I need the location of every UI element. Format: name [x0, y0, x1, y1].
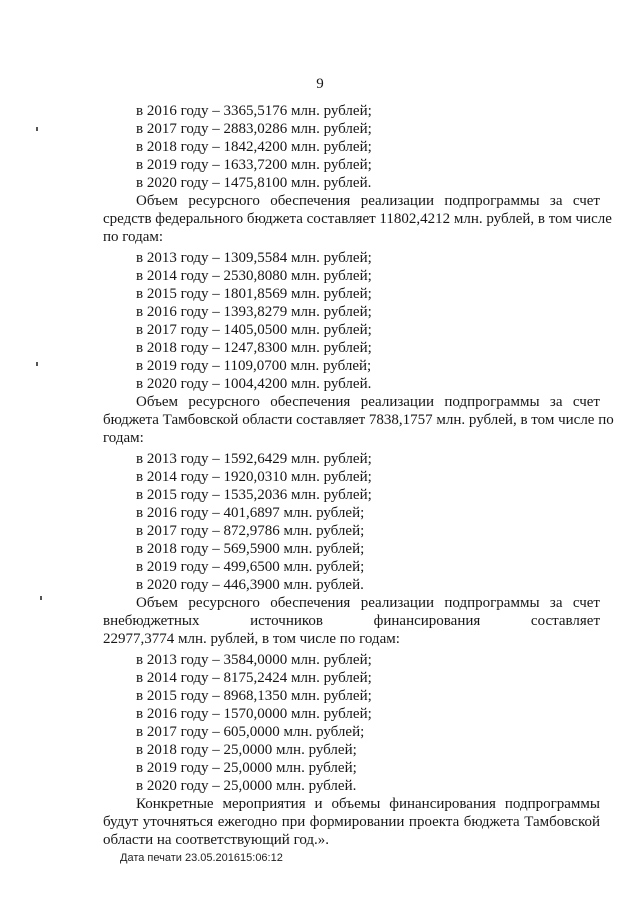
list-item: в 2017 году – 2883,0286 млн. рублей;	[136, 121, 372, 137]
list-item: в 2015 году – 1535,2036 млн. рублей;	[136, 487, 372, 503]
list-item: в 2020 году – 25,0000 млн. рублей.	[136, 778, 357, 794]
scan-speck	[36, 362, 38, 366]
list-item: в 2016 году – 401,6897 млн. рублей;	[136, 505, 365, 521]
scan-speck	[36, 127, 38, 131]
federal-intro-line: по годам:	[103, 229, 164, 245]
page-number: 9	[316, 76, 324, 92]
regional-intro-line: Объем ресурсного обеспечения реализации подпрограммы за счет	[136, 394, 600, 410]
list-item: в 2013 году – 1309,5584 млн. рублей;	[136, 250, 372, 266]
offbudget-intro-line: 22977,3774 млн. рублей, в том числе по годам:	[103, 631, 400, 647]
closing-line: области на соответствующий год.».	[103, 832, 330, 848]
list-item: в 2020 году – 446,3900 млн. рублей.	[136, 577, 364, 593]
list-item: в 2020 году – 1004,4200 млн. рублей.	[136, 376, 372, 392]
list-item: в 2014 году – 1920,0310 млн. рублей;	[136, 469, 372, 485]
closing-line: Конкретные мероприятия и объемы финансирования подпрограммы	[136, 796, 600, 812]
regional-intro-line: бюджета Тамбовской области составляет 7838,1757 млн. рублей, в том числе по	[103, 412, 614, 428]
list-item: в 2018 году – 25,0000 млн. рублей;	[136, 742, 357, 758]
regional-intro-line: годам:	[103, 430, 144, 446]
list-item: в 2017 году – 605,0000 млн. рублей;	[136, 724, 365, 740]
list-item: в 2018 году – 1842,4200 млн. рублей;	[136, 139, 372, 155]
list-item: в 2016 году – 1393,8279 млн. рублей;	[136, 304, 372, 320]
scan-speck	[40, 596, 42, 600]
print-date-footer: Дата печати 23.05.201615:06:12	[120, 852, 283, 864]
list-item: в 2014 году – 8175,2424 млн. рублей;	[136, 670, 372, 686]
list-item: в 2017 году – 1405,0500 млн. рублей;	[136, 322, 372, 338]
offbudget-intro-line: Объем ресурсного обеспечения реализации подпрограммы за счет	[136, 595, 600, 611]
federal-intro-line: средств федерального бюджета составляет 11802,4212 млн. рублей, в том числе	[103, 211, 612, 227]
list-item: в 2015 году – 8968,1350 млн. рублей;	[136, 688, 372, 704]
list-item: в 2015 году – 1801,8569 млн. рублей;	[136, 286, 372, 302]
list-item: в 2019 году – 1109,0700 млн. рублей;	[136, 358, 372, 374]
federal-intro-line: Объем ресурсного обеспечения реализации подпрограммы за счет	[136, 193, 600, 209]
list-item: в 2020 году – 1475,8100 млн. рублей.	[136, 175, 372, 191]
list-item: в 2014 году – 2530,8080 млн. рублей;	[136, 268, 372, 284]
list-item: в 2018 году – 1247,8300 млн. рублей;	[136, 340, 372, 356]
list-item: в 2013 году – 3584,0000 млн. рублей;	[136, 652, 372, 668]
offbudget-intro-line: внебюджетных источников финансирования составляет	[103, 613, 600, 629]
list-item: в 2017 году – 872,9786 млн. рублей;	[136, 523, 365, 539]
list-item: в 2019 году – 1633,7200 млн. рублей;	[136, 157, 372, 173]
closing-line: будут уточняться ежегодно при формировании проекта бюджета Тамбовской	[103, 814, 600, 830]
list-item: в 2016 году – 3365,5176 млн. рублей;	[136, 103, 372, 119]
list-item: в 2018 году – 569,5900 млн. рублей;	[136, 541, 365, 557]
list-item: в 2019 году – 499,6500 млн. рублей;	[136, 559, 365, 575]
list-item: в 2016 году – 1570,0000 млн. рублей;	[136, 706, 372, 722]
list-item: в 2013 году – 1592,6429 млн. рублей;	[136, 451, 372, 467]
list-item: в 2019 году – 25,0000 млн. рублей;	[136, 760, 357, 776]
